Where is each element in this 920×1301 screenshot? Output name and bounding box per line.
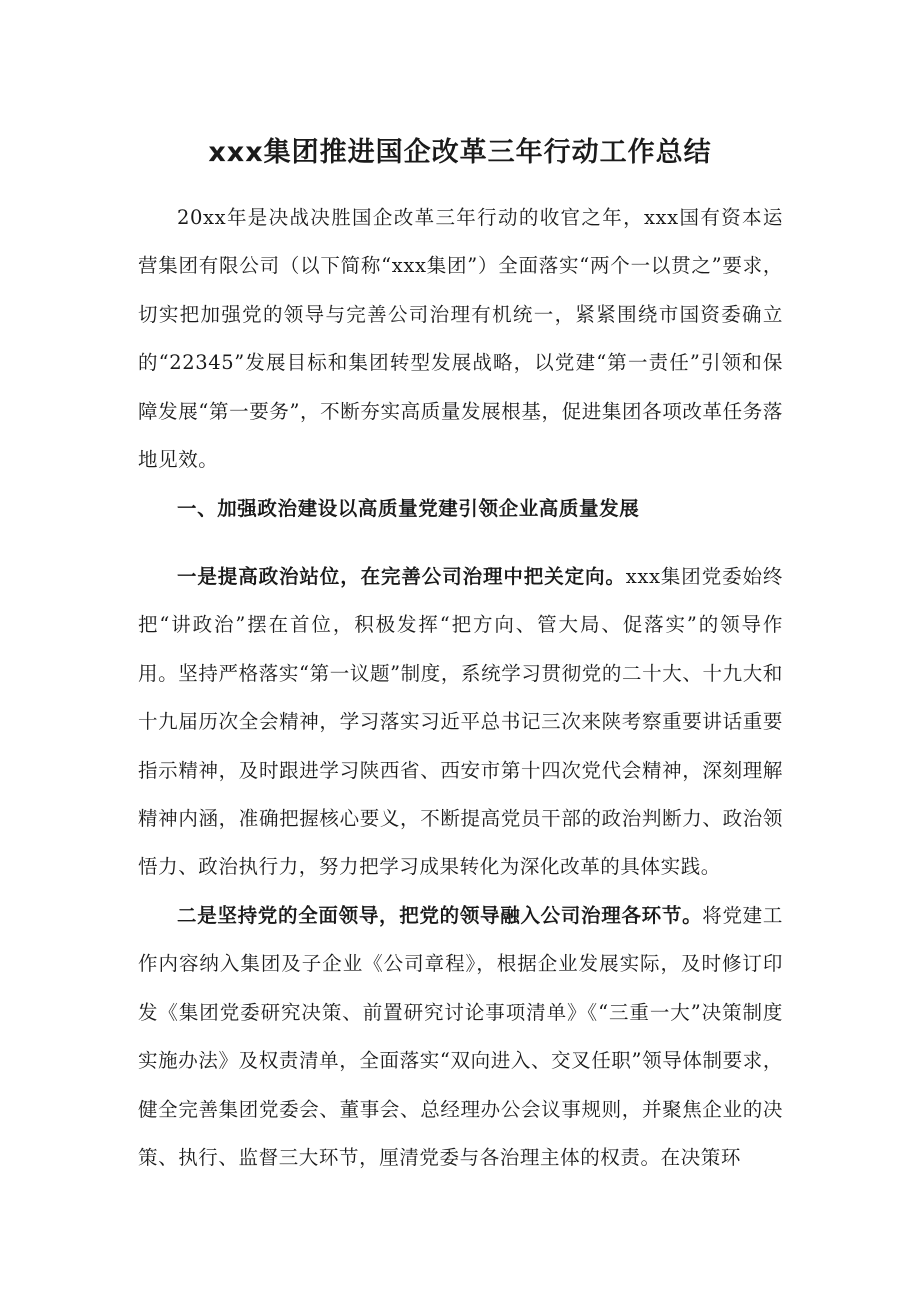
- intro-paragraph: [138, 194, 783, 484]
- intro-paragraph-text: 20xx年是决战决胜国企改革三年行动的收官之年，xxx国有资本运营集团有限公司（以下简称“xxx集团”）全面落实“两个一以贯之”要求，切实把加强党的领导与完善公司治理有机统一，紧紧围绕市国资委确立的“22345”发展目标和集团转型发展战略，以党建“第一责任”引领和保障发展“第一要务”，不断夯实高质量发展根基，促进集团各项改革任务落地见效。: [138, 206, 783, 472]
- section-paragraph-2-text: 将党建工作内容纳入集团及子企业《公司章程》，根据企业发展实际，及时修订印发《集团党委研究决策、前置研究讨论事项清单》《“三重一大”决策制度实施办法》及权责清单，全面落实“双向进入、交叉任职”领导体制要求，健全完善集团党委会、董事会、总经理办公会议事规则，并聚焦企业的决策、执行、监督三大环节，厘清党委与各治理主体的权责。在决策环: [138, 904, 783, 1170]
- section-paragraph-2: [138, 892, 783, 1182]
- section-paragraph-1-text: xxx集团党委始终把“讲政治”摆在首位，积极发挥“把方向、管大局、促落实”的领导作用。坚持严格落实“第一议题”制度，系统学习贯彻党的二十大、十九大和十九届历次全会精神，学习落实习近平总书记三次来陕考察重要讲话重要指示精神，及时跟进学习陕西省、西安市第十四次党代会精神，深刻理解精神内涵，准确把握核心要义，不断提高党员干部的政治判断力、政治领悟力、政治执行力，努力把学习成果转化为深化改革的具体实践。: [138, 565, 783, 879]
- section-paragraph-2-lead: 二是坚持党的全面领导，把党的领导融入公司治理各环节。: [177, 904, 703, 927]
- document-title: xxx集团推进国企改革三年行动工作总结: [208, 137, 712, 168]
- section-heading: 一、加强政治建设以高质量党建引领企业高质量发展: [177, 497, 640, 520]
- section-paragraph-1-lead: 一是提高政治站位，在完善公司治理中把关定向。: [177, 565, 626, 588]
- section-paragraph-1: [138, 553, 783, 892]
